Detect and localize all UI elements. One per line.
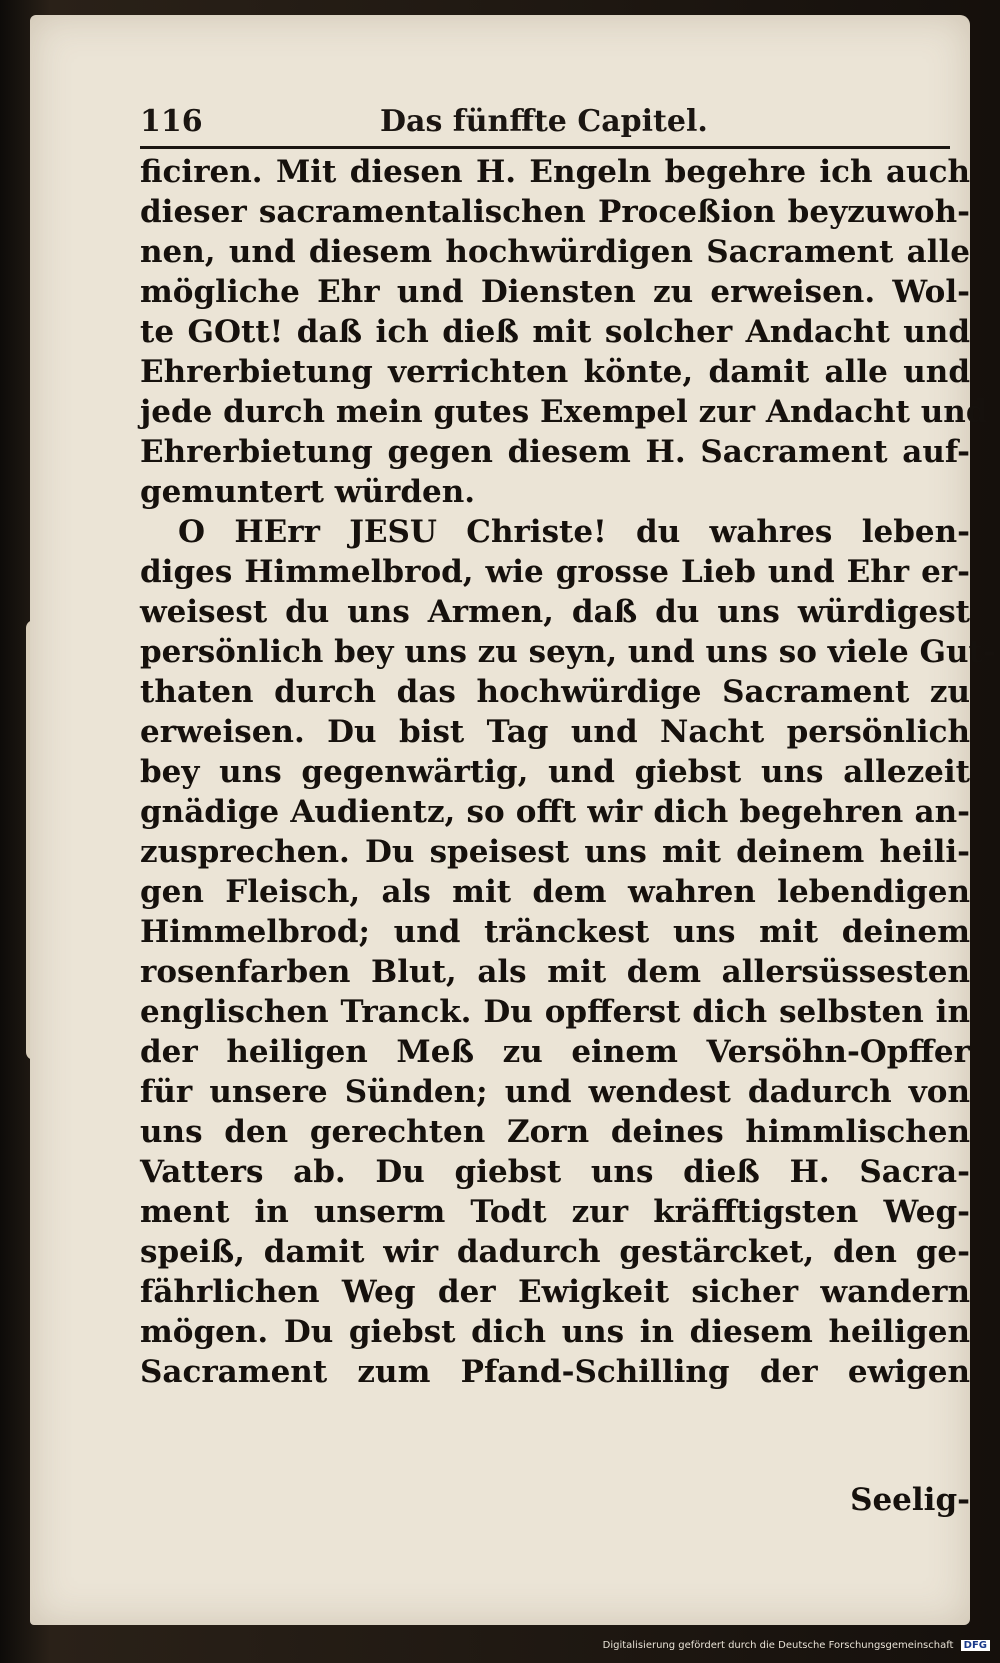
text-line: fährlichen Weg der Ewigkeit sicher wandern [140, 1274, 970, 1310]
text-line: ficiren. Mit diesen H. Engeln begehre ich auch [140, 154, 970, 190]
text-line: weisest du uns Armen, daß du uns würdigest [140, 594, 970, 630]
text-line: rosenfarben Blut, als mit dem allersüssesten [140, 954, 970, 990]
text-line: der heiligen Meß zu einem Versöhn-Opffer [140, 1034, 970, 1070]
body-text [140, 152, 996, 1392]
paragraph-start-line: O HErr JESU Christe! du wahres leben- [178, 514, 970, 550]
text-line: te GOtt! daß ich dieß mit solcher Andacht und [140, 314, 970, 350]
footer-credit: Digitalisierung gefördert durch die Deutsche Forschungsgemeinschaft [602, 1640, 954, 1651]
text-line: nen, und diesem hochwürdigen Sacrament alle [140, 234, 970, 270]
text-line: für unsere Sünden; und wendest dadurch von [140, 1074, 970, 1110]
text-line: gemuntert würden. [140, 474, 476, 510]
text-line: Sacrament zum Pfand-Schilling der ewigen [140, 1354, 970, 1390]
text-line: erweisen. Du bist Tag und Nacht persönlich [140, 714, 970, 750]
page-header [140, 100, 950, 148]
text-line: diges Himmelbrod, wie grosse Lieb und Ehr er- [140, 554, 970, 590]
text-line: speiß, damit wir dadurch gestärcket, den ge- [140, 1234, 970, 1270]
text-line: Vatters ab. Du giebst uns dieß H. Sacra- [140, 1154, 970, 1190]
text-line: persönlich bey uns zu seyn, und uns so viele Gut- [140, 634, 996, 670]
header-rule [140, 146, 950, 149]
text-line: dieser sacramentalischen Proceßion beyzuwoh- [140, 194, 970, 230]
text-line: uns den gerechten Zorn deines himmlischen [140, 1114, 970, 1150]
dfg-logo: DFG [961, 1640, 990, 1651]
text-line: Ehrerbietung verrichten könte, damit alle und [140, 354, 970, 390]
text-line: Himmelbrod; und tränckest uns mit deinem [140, 914, 970, 950]
text-line: mögliche Ehr und Diensten zu erweisen. Wol- [140, 274, 970, 310]
text-line: bey uns gegenwärtig, und giebst uns allezeit [140, 754, 970, 790]
page-number: 116 [140, 104, 203, 139]
text-line: jede durch mein gutes Exempel zur Andacht und [140, 394, 988, 430]
text-line: gen Fleisch, als mit dem wahren lebendigen [140, 874, 970, 910]
digitization-footer [0, 1640, 990, 1651]
text-line: thaten durch das hochwürdige Sacrament zu [140, 674, 970, 710]
text-line: gnädige Audientz, so offt wir dich begehren an- [140, 794, 970, 830]
text-line: zusprechen. Du speisest uns mit deinem heili- [140, 834, 970, 870]
text-line: mögen. Du giebst dich uns in diesem heiligen [140, 1314, 970, 1350]
text-line: ment in unserm Todt zur kräfftigsten Weg- [140, 1194, 970, 1230]
catchword: Seelig- [850, 1482, 970, 1518]
text-line: Ehrerbietung gegen diesem H. Sacrament auf- [140, 434, 970, 470]
text-line: englischen Tranck. Du opfferst dich selbsten in [140, 994, 970, 1030]
running-head: Das fünffte Capitel. [380, 104, 708, 139]
